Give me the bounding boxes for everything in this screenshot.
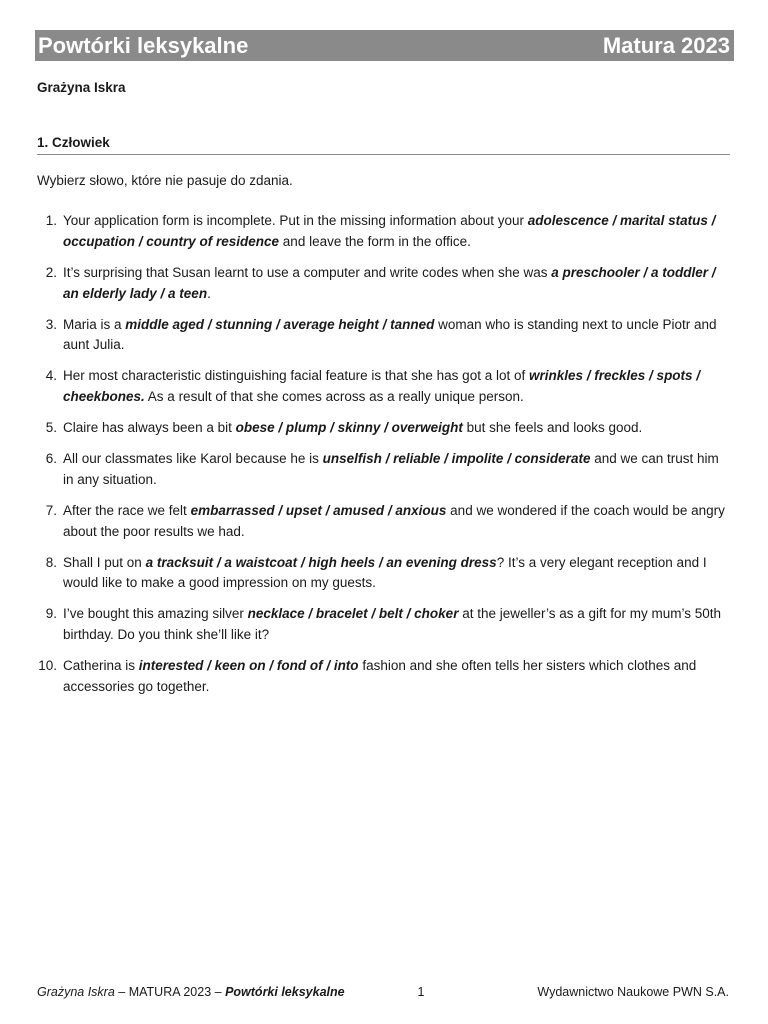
item-number: 6. <box>45 451 57 467</box>
exercise-item <box>37 418 730 439</box>
item-number: 10. <box>38 658 57 674</box>
item-number: 8. <box>45 554 57 570</box>
page-header <box>35 30 734 61</box>
item-text-after: and we can trust him in any situation. <box>63 451 719 487</box>
item-number: 4. <box>45 368 57 384</box>
item-text-after: fashion and she often tells her sisters which clothes and accessories go together. <box>63 658 697 695</box>
item-options: middle aged / stunning / average height / tanned <box>125 316 435 332</box>
item-options: wrinkles / freckles / spots / cheekbones. <box>63 368 701 405</box>
item-text-before: Claire has always been a bit <box>63 420 236 436</box>
exercise-item <box>37 366 730 408</box>
item-text-after: at the jeweller’s as a gift for my mum’s 50th birthday. Do you think she’ll like it? <box>63 606 722 643</box>
exercise-item <box>37 449 730 491</box>
author-name: Grażyna Iskra <box>37 80 126 95</box>
item-text-after: but she feels and looks good. <box>462 420 643 436</box>
footer-author: Grażyna Iskra <box>37 985 115 999</box>
page-footer <box>37 985 729 999</box>
item-text-before: After the race we felt <box>63 502 191 518</box>
exercise-instruction: Wybierz słowo, które nie pasuje do zdania. <box>37 173 293 188</box>
item-text-before: Maria is a <box>63 316 126 332</box>
item-options: a preschooler / a toddler / an elderly lady / a teen <box>63 264 716 301</box>
exercise-item <box>37 501 730 543</box>
footer-separator: – <box>211 985 226 999</box>
item-text-after: and leave the form in the office. <box>279 233 471 249</box>
section-title: 1. Człowiek <box>37 135 730 155</box>
item-options: adolescence / marital status / occupation / country of residence <box>63 213 716 249</box>
item-text-after: . <box>207 285 211 301</box>
item-text-before: Your application form is incomplete. Put in the missing information about your <box>63 213 528 228</box>
exercise-item <box>37 211 730 253</box>
item-number: 3. <box>45 316 57 332</box>
header-edition: Matura 2023 <box>602 33 730 58</box>
item-text-after: and we wondered if the coach would be angry about the poor results we had. <box>63 502 725 539</box>
footer-book-title: Powtórki leksykalne <box>225 985 345 999</box>
item-number: 5. <box>45 420 57 436</box>
exercise-list <box>37 211 730 708</box>
exercise-item <box>37 553 730 595</box>
item-number: 9. <box>45 606 57 622</box>
item-text-before: It’s surprising that Susan learnt to use a computer and write codes when she was <box>63 264 552 280</box>
footer-citation <box>37 985 345 999</box>
item-text-after: ? It’s a very elegant reception and I would like to make a good impression on my guests. <box>63 554 707 591</box>
header-title: Powtórki leksykalne <box>38 33 249 58</box>
footer-exam: MATURA 2023 <box>128 985 212 999</box>
item-text-after: As a result of that she comes across as a really unique person. <box>144 389 524 405</box>
exercise-item <box>37 656 730 698</box>
item-options: embarrassed / upset / amused / anxious <box>190 502 447 518</box>
item-text-before: All our classmates like Karol because he is <box>63 451 323 467</box>
item-options: unselfish / reliable / impolite / considerate <box>322 451 591 467</box>
page-number: 1 <box>417 985 425 999</box>
item-text-before: I’ve bought this amazing silver <box>63 606 248 622</box>
item-text-before: Catherina is <box>63 658 139 674</box>
exercise-item <box>37 315 730 357</box>
item-options: obese / plump / skinny / overweight <box>235 420 463 436</box>
item-options: necklace / bracelet / belt / choker <box>247 606 459 622</box>
item-options: interested / keen on / fond of / into <box>138 658 359 674</box>
item-text-before: Shall I put on <box>63 554 146 570</box>
item-options: a tracksuit / a waistcoat / high heels / an evening dress <box>145 554 497 570</box>
item-text-before: Her most characteristic distinguishing facial feature is that she has got a lot of <box>63 368 529 384</box>
item-text-after: woman who is standing next to uncle Piotr and aunt Julia. <box>63 316 717 353</box>
footer-separator: – <box>114 985 129 999</box>
exercise-item <box>37 604 730 646</box>
item-number: 1. <box>45 213 57 228</box>
item-number: 7. <box>45 502 57 518</box>
item-number: 2. <box>45 264 57 280</box>
exercise-item <box>37 263 730 305</box>
footer-publisher: Wydawnictwo Naukowe PWN S.A. <box>537 985 729 999</box>
